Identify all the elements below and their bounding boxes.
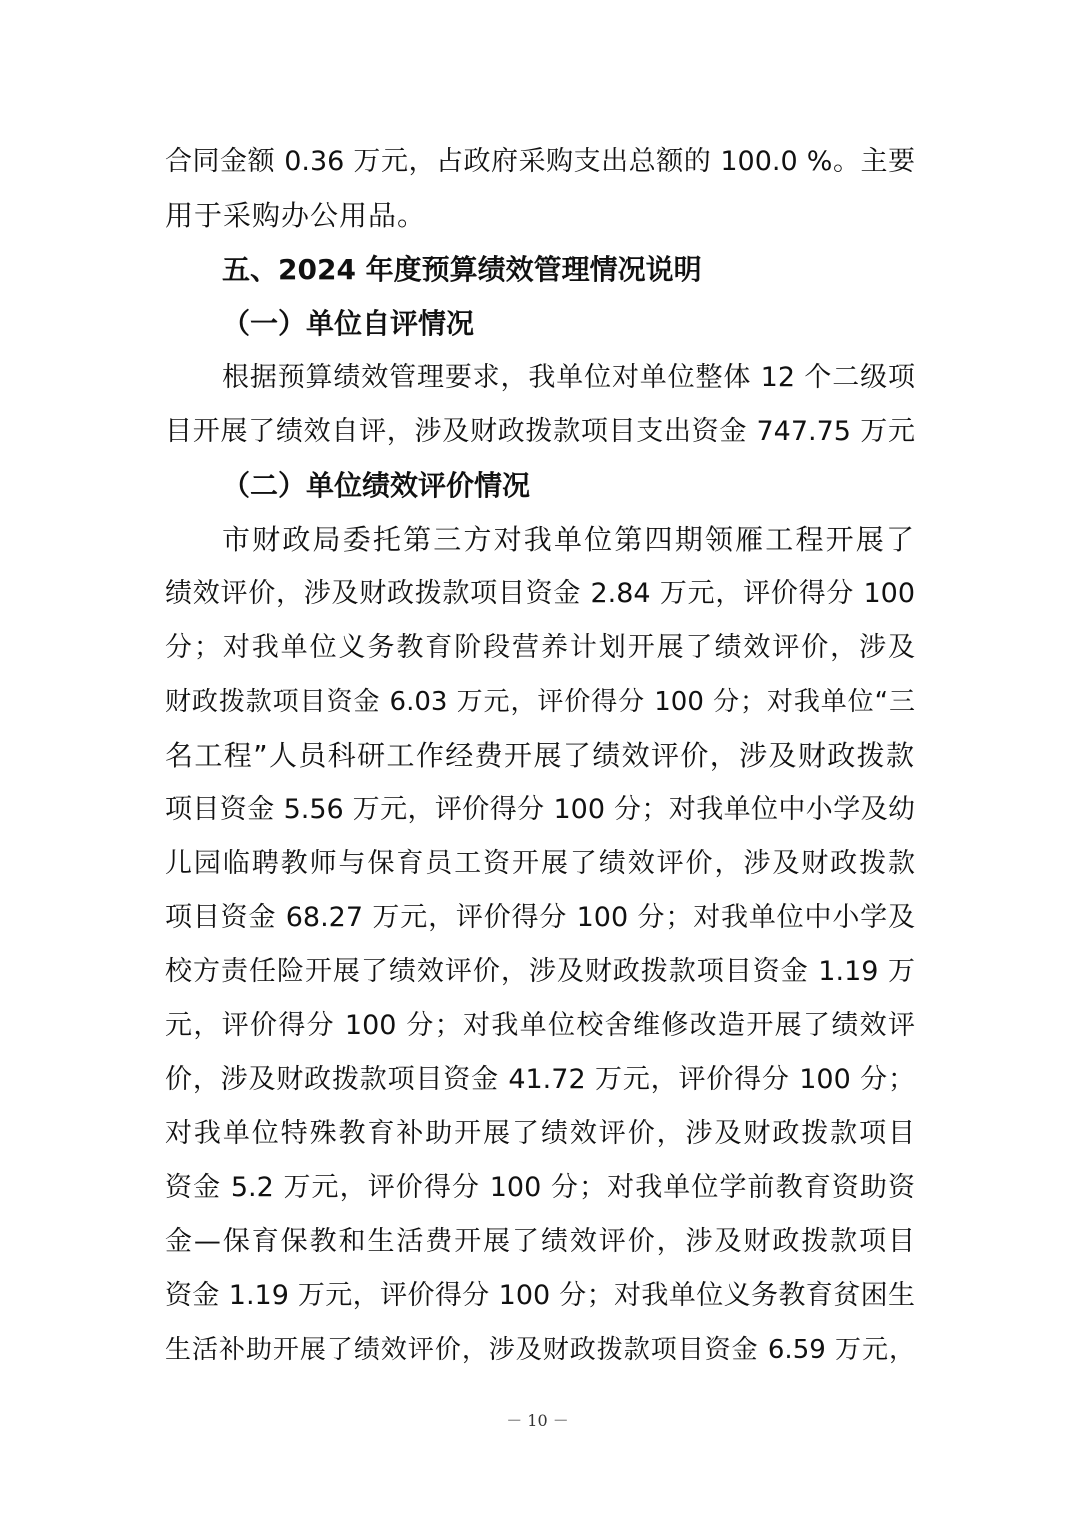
body-line-15: 项目资金 68.27 万元，评价得分 100 分；对我单位中小学及	[165, 902, 915, 933]
body-line-18: 价，涉及财政拨款项目资金 41.72 万元，评价得分 100 分；	[165, 1064, 915, 1095]
section-heading: 五、2024 年度预算绩效管理情况说明	[222, 253, 702, 286]
body-line-14: 儿园临聘教师与保育员工资开展了绩效评价，涉及财政拨款	[165, 848, 915, 879]
body-line-13: 项目资金 5.56 万元，评价得分 100 分；对我单位中小学及幼	[165, 794, 915, 825]
body-line-12: 名工程”人员科研工作经费开展了绩效评价，涉及财政拨款	[165, 739, 915, 772]
subsection-heading-performance-evaluation: （二）单位绩效评价情况	[222, 469, 531, 502]
subsection-heading-self-evaluation: （一）单位自评情况	[222, 307, 475, 340]
body-line-2: 用于采购办公用品。	[165, 199, 427, 232]
page-number: － 10 －	[506, 1411, 569, 1430]
body-line-20: 资金 5.2 万元，评价得分 100 分；对我单位学前教育资助资	[165, 1172, 915, 1203]
body-line-10: 分；对我单位义务教育阶段营养计划开展了绩效评价，涉及	[165, 632, 915, 663]
body-line-17: 元，评价得分 100 分；对我单位校舍维修改造开展了绩效评	[165, 1010, 915, 1041]
body-line-23: 生活补助开展了绩效评价，涉及财政拨款项目资金 6.59 万元，	[165, 1335, 915, 1365]
body-line-1: 合同金额 0.36 万元，占政府采购支出总额的 100.0 %。主要	[165, 146, 915, 177]
body-line-5: 根据预算绩效管理要求，我单位对单位整体 12 个二级项	[222, 362, 915, 393]
body-line-6: 目开展了绩效自评，涉及财政拨款项目支出资金 747.75 万元	[165, 416, 915, 447]
body-line-9: 绩效评价，涉及财政拨款项目资金 2.84 万元，评价得分 100	[165, 578, 915, 609]
body-line-21: 金—保育保教和生活费开展了绩效评价，涉及财政拨款项目	[165, 1226, 915, 1257]
body-line-19: 对我单位特殊教育补助开展了绩效评价，涉及财政拨款项目	[165, 1118, 915, 1149]
body-line-8: 市财政局委托第三方对我单位第四期领雁工程开展了	[222, 523, 915, 556]
body-line-22: 资金 1.19 万元，评价得分 100 分；对我单位义务教育贫困生	[165, 1280, 915, 1311]
body-line-11: 财政拨款项目资金 6.03 万元，评价得分 100 分；对我单位“三	[165, 687, 915, 717]
body-line-16: 校方责任险开展了绩效评价，涉及财政拨款项目资金 1.19 万	[165, 956, 915, 987]
